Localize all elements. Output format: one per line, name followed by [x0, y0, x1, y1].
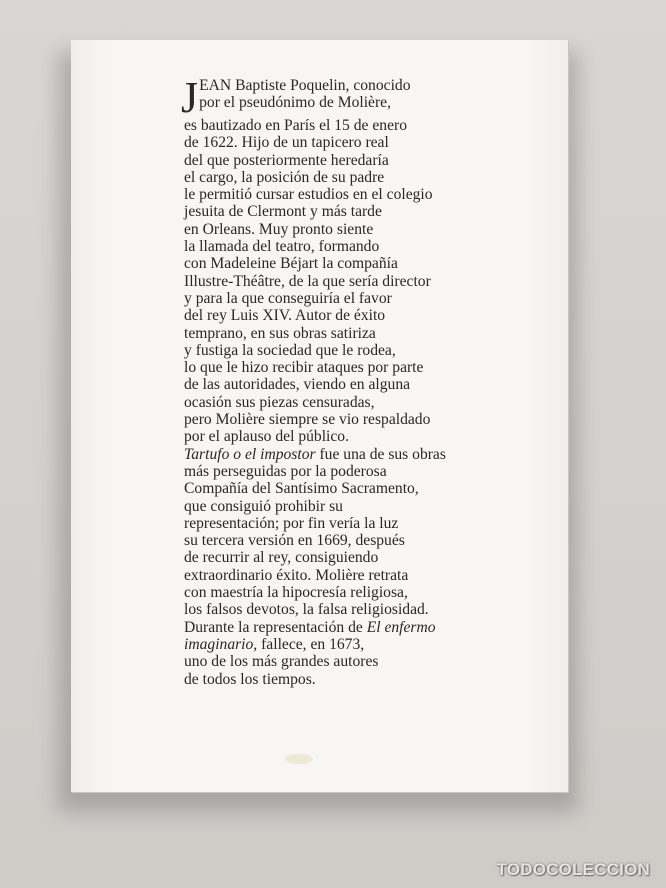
- blurb-line: Durante la representación de El enfermo: [184, 618, 436, 636]
- book-back-cover: [71, 40, 568, 792]
- blurb-line: de recurrir al rey, consiguiendo: [184, 549, 379, 567]
- paper-stain: [285, 754, 313, 764]
- blurb-line: extraordinario éxito. Molière retrata: [184, 566, 409, 584]
- blurb-line: con maestría la hipocresía religiosa,: [184, 584, 408, 602]
- blurb-line: por el aplauso del público.: [184, 428, 349, 446]
- back-cover-blurb: [181, 73, 564, 688]
- blurb-line: por el pseudónimo de Molière,: [199, 94, 391, 112]
- blurb-line: y para la que conseguiría el favor: [184, 289, 392, 307]
- blurb-line: la llamada del teatro, formando: [184, 238, 380, 256]
- blurb-line: ocasión sus piezas censuradas,: [184, 393, 375, 411]
- blurb-line: Illustre-Théâtre, de la que sería director: [184, 272, 431, 290]
- blurb-line: EAN Baptiste Poquelin, conocido: [199, 77, 411, 94]
- blurb-line: temprano, en sus obras satiriza: [184, 324, 376, 342]
- blurb-line: de las autoridades, viendo en alguna: [184, 376, 411, 394]
- blurb-line: uno de los más grandes autores: [184, 653, 379, 671]
- blurb-line: con Madeleine Béjart la compañía: [184, 255, 398, 273]
- blurb-line: los falsos devotos, la falsa religiosidad.: [184, 601, 429, 619]
- drop-cap: J: [181, 73, 199, 122]
- enfermo-title-a: El enfermo: [366, 618, 436, 636]
- blurb-line: en Orleans. Muy pronto siente: [184, 220, 374, 238]
- blurb-line: pero Molière siempre se vio respaldado: [184, 411, 431, 429]
- blurb-line: más perseguidas por la poderosa: [184, 462, 387, 480]
- tartufo-title: Tartufo o el impostor: [184, 445, 316, 463]
- blurb-line: del que posteriormente heredaría: [184, 151, 389, 169]
- blurb-line: Tartufo o el impostor fue una de sus obras: [184, 445, 446, 463]
- blurb-line: representación; por fin vería la luz: [184, 514, 399, 532]
- blurb-line: del rey Luis XIV. Autor de éxito: [184, 307, 386, 325]
- blurb-line: y fustiga la sociedad que le rodea,: [184, 341, 396, 359]
- blurb-line: jesuita de Clermont y más tarde: [184, 203, 382, 221]
- blurb-line: de 1622. Hijo de un tapicero real: [184, 134, 389, 152]
- blurb-line: es bautizado en París el 15 de enero: [184, 117, 407, 134]
- blurb-line: imaginario, fallece, en 1673,: [184, 635, 365, 653]
- watermark-text: TODOCOLECCION: [496, 860, 650, 879]
- blurb-line: lo que le hizo recibir ataques por parte: [184, 359, 424, 377]
- blurb-line: le permitió cursar estudios en el colegio: [184, 186, 433, 204]
- first-word-rest: EAN: [199, 77, 232, 94]
- blurb-line: el cargo, la posición de su padre: [184, 168, 385, 186]
- blurb-line: su tercera versión en 1669, después: [184, 532, 405, 550]
- blurb-line: de todos los tiempos.: [184, 670, 316, 688]
- enfermo-title-b: imaginario,: [184, 635, 258, 653]
- blurb-line: Compañía del Santísimo Sacramento,: [184, 480, 419, 498]
- blurb-line: que consiguió prohibir su: [184, 497, 343, 515]
